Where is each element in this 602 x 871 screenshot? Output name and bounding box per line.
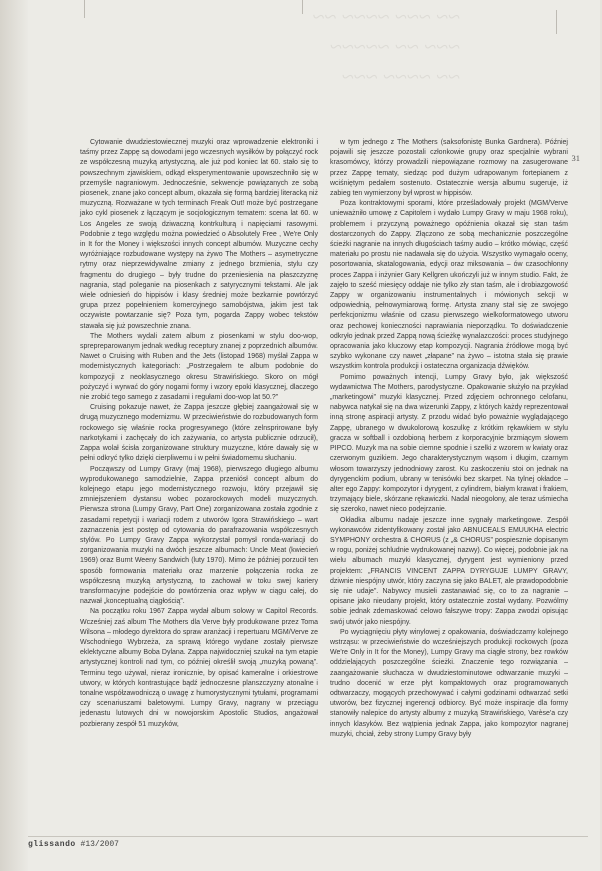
footer-rule: [28, 836, 588, 837]
magazine-name: glissando: [28, 840, 76, 849]
paragraph: w tym jednego z The Mothers (saksofonistę Bunka Gardnera). Później pojawili się jeszcze pozostali członkowie grupy oraz specjalnie wybrani krasomówcy, którzy prowadzili niepowiązane rozmowy na zasugerowane przez Zappę tematy, siedząc pod dużym udrapowanym fortepianem z wciśniętym pedałem sostenuto. Ostatecznie wersja albumu sugeruje, iż zabieg ten wymierzony był wprost w hippisów.: [330, 139, 568, 198]
paragraph: The Mothers wydali zatem album z piosenkami w stylu doo-wop, sprepreparowanym jednak według receptury znanej z poprzednich albumów. Nawet o Cruising with Ruben and the Jets (listopad 1968) myślał Zappa w modernistycznych kategoriach: „Postrzegałem te album podobnie do kompozycji z neoklasycznego okresu Strawińskiego. Skoro on mógł pożyczyć i wyrwać do góry nogami formy i wzory epoki klasycznej, dlaczego nie zrobić tego samego z zasadami i regułami doo-wop lat 50.?”: [80, 332, 318, 402]
paragraph: Cytowanie dwudziestowiecznej muzyki oraz wprowadzenie elektroniki i taśmy przez Zappę są dowodami jego wczesnych wysiłków by połączyć rock ze współczesną muzyką artystyczną, ale już pod koniec lat 60. stało się to powszechnym zjawiskiem, odkąd eksperymentowanie upowszechniło się w przemyśle nagraniowym. Jednocześnie, sekwencje powiązanych ze sobą piosenek, znane jako concept album, okazała się formą bardziej literacką niż muzyczną. Rozważane w tych terminach Freak Out! może być postrzegane jako cykl piosenek z łączącym je socjologicznym tematem: scena lat 60. w Los Angeles ze swoją dziwaczną kontrkulturą i napięciami rasowymi. Podobnie z tego względu można powiedzieć o Absolutely Free , We're Only in It for the Money i większości innych concept albumów. Muzyczne cechy wyróżniające rozbudowane występy na żywo The Mothers – asymetryczne rytmy oraz nieprzewidywalne zmiany z jednego brzmienia, stylu czy fragmentu do drugiego – były trudne do przeniesienia na płaszczyznę nagrania, stąd poleganie na piosenkach z satyrycznymi tekstami. Ale jak wiele odniesień do hippisów i klasy średniej może bezkarnie powtórzyć grupa przez popełnieniem komercyjnego samobójstwa, jakim jest tak oczywiste powtarzanie się? Poza tym, pogarda Zappy wobec tekstów stawała się już powszechnie znana.: [80, 139, 318, 330]
paragraph: Na początku roku 1967 Zappa wydał album solowy w Capitol Records. Wcześniej zaś album The Mothers dla Verve były produkowane przez Toma Wilsona – młodego dyrektora do spraw aranżacji i repertuaru MGM/Verve ze Wschodniego Wybrzeża, za sprawą którego wydane zostały pierwsze eklektyczne albumy Boba Dylana. Zappa najwidoczniej szukał na tym etapie artystycznej kontroli nad tym, co później określił swoją „muzyką powaną”. Terminu tego używał, nieraz ironicznie, by opisać kameralne i orkiestrowe utwory, w których kontrastujące bądź jednoczesne planszczyzny atonalne i tonalne współzawodniczą o uwagę z humorystycznymi tytułami, programami czy scenariuszami baletowymi. Lumpy Gravy, nagrany w przeciągu jedenastu lutowych dni w nowojorskim Apostolic Studios, angażował pozbierany zespół 51 muzyków,: [80, 608, 318, 728]
page-gutter-shadow: [0, 0, 30, 871]
crop-mark-left: [84, 0, 85, 18]
paragraph: Okładka albumu nadaje jeszcze inne sygnały marketingowe. Zespół wykonawców zidentyfikowany został jako ABNUCEALS EMUUKHA electric SYMPHONY orchestra & CHORUS (z „& CHORUS” pospiesznie dopisanym w rogu, poniżej schludnie wydrukowanej nazwy). Co więcej, podobnie jak na wielu albumach muzyki klasycznej, dyrygent jest wymieniony przed projektem: „FRANCIS VINCENT ZAPPA DYRYGUJE LUMPY GRAVY, dziwnie niespójny utwór, który zaczyna się jako BALET, ale prawdopodobnie się nie udaje”. Nabywcy musieli zastanawiać się, co to za nagranie – opisane jako nieudany projekt, który ostatecznie został wydany. Pozwólmy sobie jednak zdemaskować celowo fałszywe tropy: Zappa zwodzi opisując swój utwór jako niespójny.: [330, 516, 568, 626]
paragraph: Począwszy od Lumpy Gravy (maj 1968), pierwszego długiego albumu wyprodukowanego samodzielnie, Zappa przeniósł concept album do kolejnego etapu jego modernistycznego rozwoju, który przejawił się zmniejszeniem dystansu wobec pozarockowych modeli muzycznych. Pierwsza strona (Lumpy Gravy, Part One) zorganizowana została zgodnie z zasadami repetycji i wariacji rodem z utworów Igora Strawińskiego – wart zaznaczenia jest postęp od cytowania do parafrazowania współczesnych stylów. Po Lumpy Gravy Zappa wykorzystał pomysł ronda-wariacji do zorganizowania muzyki na dwóch jeszcze albumach: Uncle Meat (kwiecień 1969) oraz Burnt Weeny Sandwich (luty 1970). Mimo że później porzucił ten sposób formowania materiału oraz marzenie połączenia rocka ze współczesną muzyką artystyczną, to zachował w toku swej kariery transformacyjne podejście do powtórzenia oraz wpływ w ciągu całej, do nazwał „konceptualną ciągłością”.: [80, 465, 318, 606]
issue-number: #13/2007: [80, 840, 119, 849]
paragraph: Cruising pokazuje nawet, że Zappa jeszcze głębiej zaangażował się w drugą muzycznego modernizmu. W przeciwieństwie do rozbudowanych form rockowego się właśnie rocka progresywnego (które zelnsprirowane były narkotykami i zachęcały do ich zażywania, co artysta publicznie odrzucił), Zappa wolał ścisła zorganizowane struktury muzyczne, które dawały się w pełni odkryć tylko dzięki cierpliwemu i w pełni świadomemu słuchaniu.: [80, 404, 318, 463]
paragraph: Pomimo poważnych intencji, Lumpy Gravy było, jak większość wydawnictwa The Mothers, parodystyczne. Opakowanie służyło na przykład „marketingowi” muzyki klasycznej. Przed zdjęciem ochronnego celofanu, nabywca natykał się na dwa wizerunki Zappy, z których każdy reprezentował inną stronę aspiracji artysty. Z przodu widać było poważnie wyglądającego Zappę, ubranego w dwukolorową koszulkę z krótkim rękawkiem w stylu gracza w softball i ozdobioną herbem z korporacyjnie brzmiącym słowem PIPCO. Muzyk ma na sobie ciemne spodnie i szelki z wzorem w kwiaty oraz czerwonym guzikiem. Jego charakterystycznym wąsom i długim, czarnym włosom towarzyszy jednodniowy zarost. Ku zaskoczeniu stoi on jednak na dyrygenckim podium, ubrany w tenisówki bez skarpet. Na tylnej okładce – alter ego Zappy: kompozytor i dyrygent, z cylindrem, białym krawat i frakiem, trzymający biele, skórzane rękawiczki. Nadal nieogolony, ale teraz uśmiecha się szeroko, nawet nieco podejrzanie.: [330, 373, 568, 514]
crop-mark-side: [556, 10, 557, 34]
paragraph: Po wyciągnięciu płyty winylowej z opakowania, doświadczamy kolejnego wstrząsu: w przeciwieństwie do wcześniejszych produkcji rockowych (poza We're Only in It for the Money), Lumpy Gravy ma ciągłe strony, bez rowków oddzielających poszczególne ścieżki. Znaczenie tego rozwiązania – zaangażowanie słuchacza w dwudziestominutowe odtwarzanie muzyki – trudno docenić w erze płyt kompaktowych oraz programowanych odtwarzaczy, mogących przechowywać i całymi godzinami odtwarzać setki utworów, bez fizycznej ingerencji odbiorcy. Być może inspiracje dla formy stanowiły nalepice do artysty albumy z muzyką Strawińskiego, Varèse'a czy innych klasyków. Bez wątpienia jednak Zappa, jako kompozytor nagranej muzyki, chciał, żeby strony Lumpy Gravy były: [330, 628, 568, 738]
crop-mark-right: [302, 0, 303, 14]
footer: [28, 840, 119, 849]
page-number: 31: [571, 153, 580, 163]
text-column-left: [80, 138, 318, 730]
text-column-right: [330, 138, 568, 740]
paragraph: Poza kontraktowymi sporami, które prześladowały projekt (MGM/Verve unieważniło umowę z Capitolem i wydało Lumpy Gravy w maju 1968 roku), problemem i przyczyną poważnego opóźnienia okazał się stan taśm dostarczonych do Zappy. Złączono ze sobą mechanicznie poszczególne ścieżki nagranie na innych długościach taśmy audio – krótko mówiąc, część materiału po prostu nie nadawała się do użycia. Wszystko wymagało oceny, posortowania, skatalogowania, edycji oraz miksowania – ów czasochłonny proces Zappa i inżynier Gary Kellgren ukończyli już w innym studio. Fakt, że zajęło to sześć miesięcy oddaje nie tylko zły stan taśm, ale i drobiazgowość Zappy w organizowaniu instrumentalnych i mówionych sekcji w odpowiednią, pełnowymiarową formę. Artysta znany stał się ze swojego perfekcjonizmu właśnie od czasu pierwszego wielkoformatowego utworu oraz pechowej konieczności naprawiania nieporządku. To doświadczenie odkryło jednak przed Zappą nową ścieżkę wynalazczości: proces studyjnego opracowania jako kluczowy etap kompozycji. Nagrania źródłowe mogą być szybko wykonane czy nawet „złapane” na żywo – istotna stała się prawie wszystkim kontrola produkcji i ostateczna organizacja dźwięków.: [330, 200, 568, 371]
bleed-through-handwriting: ~~ ~~~ ~~~~ ~~ ~~~ ~~ ~~~~~ ~~ ~~~~ ~~~: [312, 4, 460, 89]
